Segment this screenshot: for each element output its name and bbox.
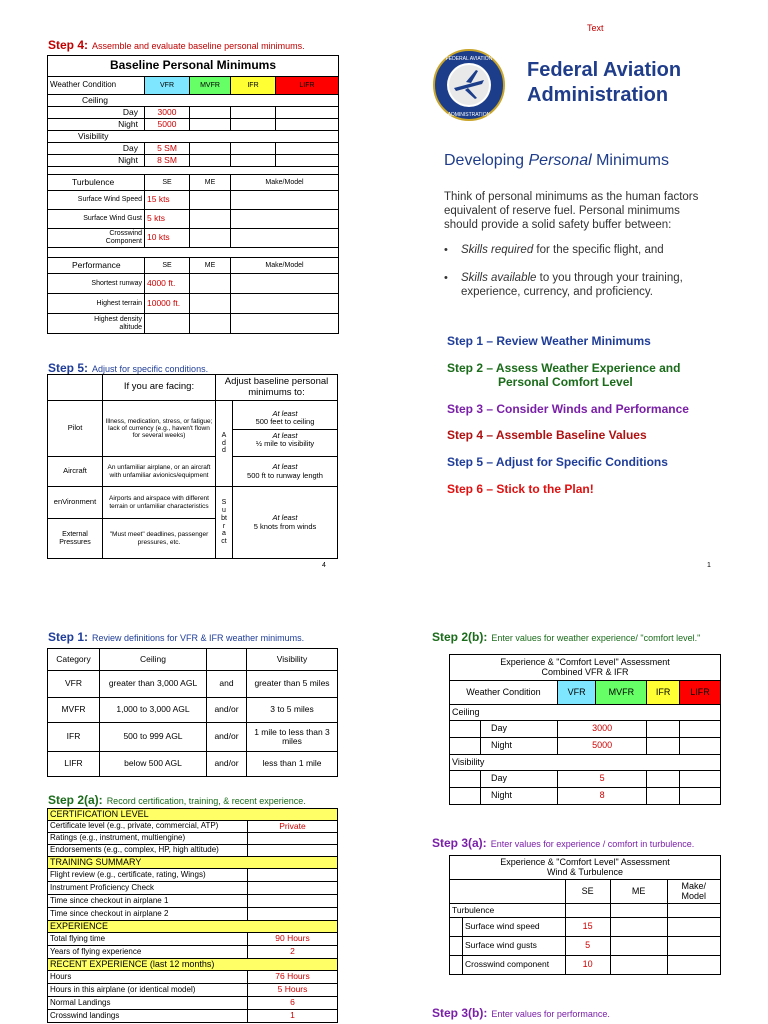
- step2a-heading: [48, 793, 306, 807]
- cell: IFR: [48, 723, 100, 752]
- step3a-number: Step 3(a):: [432, 836, 487, 850]
- step2b-visibility: Visibility: [450, 755, 721, 771]
- step1-heading: [48, 630, 304, 644]
- cell: 15: [565, 918, 610, 937]
- step2b-vis-day-value: 5: [557, 771, 646, 788]
- summary-step-6: Step 6 – Stick to the Plan!: [447, 482, 594, 496]
- surface-wind-speed-label: Surface Wind Speed: [48, 191, 145, 210]
- cell: 6: [248, 997, 338, 1010]
- adjust-conditions-table: [47, 374, 338, 559]
- bullet-2-b: to you through your training, experience, currency, and proficiency.: [461, 272, 683, 298]
- bullet-1-b: for the specific flight, and: [533, 244, 664, 256]
- cell: Surface wind gusts: [463, 937, 566, 956]
- top-text: Text: [587, 23, 604, 33]
- cell: and: [207, 671, 247, 698]
- step2b-ceiling-day-label: Day: [481, 721, 558, 738]
- cell: Normal Landings: [48, 997, 248, 1010]
- experience-header: EXPERIENCE: [48, 921, 338, 933]
- recent-header: RECENT EXPERIENCE (last 12 months): [48, 959, 338, 971]
- cell: Certificate level (e.g., private, commercial, ATP): [48, 821, 248, 833]
- aircraft-description: An unfamiliar airplane, or an aircraft with unfamiliar avionics/equipment: [103, 457, 216, 487]
- visibility-day-label: Day: [48, 143, 145, 155]
- cell: VFR: [48, 671, 100, 698]
- adj-row-4: [233, 487, 338, 559]
- step1-col-blank: [207, 649, 247, 671]
- step2b-table: [449, 654, 721, 805]
- cell: Years of flying experience: [48, 946, 248, 959]
- col-vfr: VFR: [145, 77, 190, 95]
- environment-description: Airports and airspace with different terrain or unfamiliar characteristics: [103, 487, 216, 519]
- turb-make-model: Make/Model: [231, 175, 339, 191]
- cell: Endorsements (e.g., complex, HP, high altitude): [48, 845, 248, 857]
- subtract-text: Subtract: [221, 499, 227, 545]
- adjust-header: Adjust baseline personal minimums to:: [216, 375, 338, 401]
- step5-description: Adjust for specific conditions.: [92, 364, 209, 374]
- performance-label: Performance: [48, 258, 145, 274]
- table-row: [450, 937, 721, 956]
- step1-col-category: Category: [48, 649, 100, 671]
- step1-number: Step 1:: [48, 630, 89, 644]
- cell: 1,000 to 3,000 AGL: [100, 698, 207, 723]
- step3b-description: Enter values for performance.: [491, 1009, 610, 1019]
- step3b-number: Step 3(b):: [432, 1006, 488, 1020]
- cell: and/or: [207, 752, 247, 777]
- ceiling-day-label: Day: [48, 107, 145, 119]
- table-row: [48, 895, 338, 908]
- step2b-col-mvfr: MVFR: [596, 681, 647, 705]
- cell: Private: [248, 821, 338, 833]
- table-row: [450, 956, 721, 975]
- faa-title-line2: Administration: [527, 84, 669, 106]
- cell: [248, 908, 338, 921]
- step3a-table: [449, 855, 721, 975]
- cell: MVFR: [48, 698, 100, 723]
- table-row: [450, 918, 721, 937]
- step2a-description: Record certification, training, & recent experience.: [106, 796, 306, 806]
- external-label: External Pressures: [48, 519, 103, 559]
- add-label: [216, 401, 233, 487]
- table-row: [48, 1010, 338, 1023]
- cell: Hours in this airplane (or identical model): [48, 984, 248, 997]
- step3a-turbulence: Turbulence: [450, 904, 566, 918]
- col-weather-condition: Weather Condition: [48, 77, 145, 95]
- highest-terrain-value: 10000 ft.: [145, 294, 190, 314]
- col-mvfr: MVFR: [190, 77, 231, 95]
- surface-wind-gust-value: 5 kts: [145, 210, 190, 229]
- step2b-col-vfr: VFR: [557, 681, 595, 705]
- bullet-1-a: Skills required: [461, 244, 534, 256]
- at-least-1: At least: [272, 408, 298, 418]
- adj-1: 500 feet to ceiling: [255, 416, 315, 426]
- perf-make-model: Make/Model: [231, 258, 339, 274]
- step3a-title-2: Wind & Turbulence: [546, 866, 624, 877]
- cell: 5 Hours: [248, 984, 338, 997]
- faa-seal: [432, 48, 506, 122]
- at-least-2: At least: [272, 431, 298, 440]
- cell: [248, 882, 338, 895]
- adj-row-2: [233, 430, 337, 451]
- step1-table: [47, 648, 338, 777]
- step2b-ceiling-day-value: 3000: [557, 721, 646, 738]
- seal-text-bottom: ADMINISTRATION: [447, 112, 491, 118]
- external-description: "Must meet" deadlines, passenger pressures, etc.: [103, 519, 216, 559]
- pilot-description: Illness, medication, stress, or fatigue; lack of currency (e.g., haven't flown for several weeks): [103, 401, 216, 457]
- col-ifr: IFR: [231, 77, 276, 95]
- cell: and/or: [207, 698, 247, 723]
- adj-4: 5 knots from winds: [253, 521, 317, 531]
- visibility-day-value: 5 SM: [145, 143, 190, 155]
- step2b-col-ifr: IFR: [647, 681, 680, 705]
- step2b-title-1: Experience & "Comfort Level" Assessment: [500, 656, 670, 667]
- subtract-label: [216, 487, 233, 559]
- table-row: [48, 845, 338, 857]
- shortest-runway-value: 4000 ft.: [145, 274, 190, 294]
- developing-a: Developing: [444, 152, 529, 169]
- step2b-ceiling: Ceiling: [450, 705, 721, 721]
- visibility-night-label: Night: [48, 155, 145, 167]
- cell: 76 Hours: [248, 971, 338, 984]
- page-number-4: 4: [322, 562, 326, 569]
- table-row: [48, 908, 338, 921]
- summary-step-4: Step 4 – Assemble Baseline Values: [447, 428, 647, 442]
- step3a-description: Enter values for experience / comfort in turbulence.: [490, 839, 695, 849]
- training-header: TRAINING SUMMARY: [48, 857, 338, 869]
- step2b-vis-night-value: 8: [557, 788, 646, 805]
- adj-cell-1: [233, 401, 338, 457]
- cell: less than 1 mile: [247, 752, 338, 777]
- step2b-ceiling-night-label: Night: [481, 738, 558, 755]
- adj-row-3: [233, 457, 338, 487]
- step2b-number: Step 2(b):: [432, 630, 488, 644]
- add-text: Add: [221, 431, 227, 455]
- baseline-title: Baseline Personal Minimums: [48, 56, 339, 77]
- table-row: [48, 933, 338, 946]
- cell: 5: [565, 937, 610, 956]
- cell: 1: [248, 1010, 338, 1023]
- environment-label: enVironment: [48, 487, 103, 519]
- cell: Time since checkout in airplane 2: [48, 908, 248, 921]
- cell: [248, 895, 338, 908]
- cell: greater than 3,000 AGL: [100, 671, 207, 698]
- adj-3: 500 ft to runway length: [247, 470, 323, 480]
- table-row: [48, 698, 338, 723]
- perf-me: ME: [190, 258, 231, 274]
- turb-me: ME: [190, 175, 231, 191]
- cell: 3 to 5 miles: [247, 698, 338, 723]
- facing-header: If you are facing:: [103, 375, 216, 401]
- table-row: [48, 821, 338, 833]
- cell: Time since checkout in airplane 1: [48, 895, 248, 908]
- cell: Flight review (e.g., certificate, rating, Wings): [48, 869, 248, 882]
- cell: Hours: [48, 971, 248, 984]
- at-least-3: At least: [272, 462, 298, 472]
- summary-step-2-line2: Personal Comfort Level: [498, 375, 633, 389]
- step1-col-visibility: Visibility: [247, 649, 338, 671]
- seal-text-top: FEDERAL AVIATION: [445, 56, 493, 62]
- ceiling-label: Ceiling: [48, 95, 339, 107]
- table-row: [48, 869, 338, 882]
- step1-col-ceiling: Ceiling: [100, 649, 207, 671]
- step2b-heading: [432, 630, 700, 644]
- step4-heading: [48, 38, 305, 52]
- table-row: [48, 723, 338, 752]
- col-lifr: LIFR: [276, 77, 339, 95]
- cell: 2: [248, 946, 338, 959]
- crosswind-value: 10 kts: [145, 229, 190, 248]
- bullet-dot-2: •: [444, 272, 448, 284]
- page-number-1: 1: [707, 562, 711, 569]
- step1-description: Review definitions for VFR & IFR weather minimums.: [92, 633, 305, 643]
- faa-title-line1: Federal Aviation: [527, 59, 682, 81]
- cell: and/or: [207, 723, 247, 752]
- baseline-minimums-table: [47, 55, 339, 334]
- bullet-dot-1: •: [444, 244, 448, 256]
- step5-heading: [48, 361, 208, 375]
- step2b-col-lifr: LIFR: [679, 681, 720, 705]
- step2b-title-2: Combined VFR & IFR: [541, 666, 629, 677]
- faa-title: [527, 58, 681, 108]
- ceiling-night-label: Night: [48, 119, 145, 131]
- summary-step-5: Step 5 – Adjust for Specific Conditions: [447, 455, 668, 469]
- adj-row-1: [233, 407, 337, 431]
- shortest-runway-label: Shortest runway: [48, 274, 145, 294]
- step3a-title: [450, 856, 721, 880]
- table-row: [48, 882, 338, 895]
- summary-step-3: Step 3 – Consider Winds and Performance: [447, 402, 689, 416]
- turbulence-label: Turbulence: [48, 175, 145, 191]
- cell: Instrument Proficiency Check: [48, 882, 248, 895]
- cell: [248, 869, 338, 882]
- cell: 10: [565, 956, 610, 975]
- bullet-2: [444, 271, 712, 299]
- table-row: [48, 671, 338, 698]
- summary-step-2-line1: Step 2 – Assess Weather Experience and: [447, 361, 681, 375]
- step2b-vis-day-label: Day: [481, 771, 558, 788]
- turb-se: SE: [145, 175, 190, 191]
- cell: Crosswind component: [463, 956, 566, 975]
- perf-se: SE: [145, 258, 190, 274]
- highest-terrain-label: Highest terrain: [48, 294, 145, 314]
- step2b-description: Enter values for weather experience/ "comfort level.": [491, 633, 701, 643]
- ceiling-day-value: 3000: [145, 107, 190, 119]
- cell: 1 mile to less than 3 miles: [247, 723, 338, 752]
- step3a-col-se: SE: [565, 880, 610, 904]
- step4-number: Step 4:: [48, 38, 89, 52]
- cell: 90 Hours: [248, 933, 338, 946]
- step3a-col-me: ME: [610, 880, 667, 904]
- bullet-1: [444, 243, 712, 257]
- highest-density-label: Highest density altitude: [48, 314, 145, 334]
- cell: greater than 5 miles: [247, 671, 338, 698]
- table-row: [48, 971, 338, 984]
- cell: Total flying time: [48, 933, 248, 946]
- crosswind-label: Crosswind Component: [48, 229, 145, 248]
- bullet-2-a: Skills available: [461, 272, 537, 284]
- surface-wind-speed-value: 15 kts: [145, 191, 190, 210]
- table-row: [48, 984, 338, 997]
- step2a-table: [47, 808, 338, 1023]
- cell: [248, 845, 338, 857]
- cell: [248, 833, 338, 845]
- pilot-label: Pilot: [48, 401, 103, 457]
- step3a-title-1: Experience & "Comfort Level" Assessment: [500, 856, 670, 867]
- aircraft-label: Aircraft: [48, 457, 103, 487]
- cell: Crosswind landings: [48, 1010, 248, 1023]
- table-row: [48, 752, 338, 777]
- step3a-col-make-model: Make/ Model: [667, 880, 720, 904]
- table-row: [48, 997, 338, 1010]
- summary-step-2: [447, 361, 680, 389]
- table-row: [48, 833, 338, 845]
- step2b-title: [450, 655, 721, 681]
- table-row: [48, 946, 338, 959]
- step5-number: Step 5:: [48, 361, 89, 375]
- step2b-vis-night-label: Night: [481, 788, 558, 805]
- developing-b: Personal: [528, 152, 592, 169]
- intro-paragraph: Think of personal minimums as the human factors equivalent of reserve fuel. Personal minimums should provide a solid safety buffer between:: [444, 191, 699, 231]
- cell: Surface wind speed: [463, 918, 566, 937]
- ceiling-night-value: 5000: [145, 119, 190, 131]
- developing-c: Minimums: [591, 152, 669, 169]
- step2b-weather-condition: Weather Condition: [450, 681, 558, 705]
- summary-step-1: Step 1 – Review Weather Minimums: [447, 334, 651, 348]
- surface-wind-gust-label: Surface Wind Gust: [48, 210, 145, 229]
- cell: LIFR: [48, 752, 100, 777]
- cell: 500 to 999 AGL: [100, 723, 207, 752]
- step2a-number: Step 2(a):: [48, 793, 103, 807]
- cell: Ratings (e.g., instrument, multiengine): [48, 833, 248, 845]
- step3a-heading: [432, 836, 694, 850]
- step4-description: Assemble and evaluate baseline personal minimums.: [92, 41, 305, 51]
- cell: below 500 AGL: [100, 752, 207, 777]
- step2b-ceiling-night-value: 5000: [557, 738, 646, 755]
- cert-header: CERTIFICATION LEVEL: [48, 809, 338, 821]
- developing-title: [444, 152, 669, 170]
- visibility-label: Visibility: [48, 131, 339, 143]
- visibility-night-value: 8 SM: [145, 155, 190, 167]
- at-least-4: At least: [272, 513, 298, 523]
- step3b-heading: [432, 1006, 610, 1020]
- adj-2: ½ mile to visibility: [255, 439, 315, 449]
